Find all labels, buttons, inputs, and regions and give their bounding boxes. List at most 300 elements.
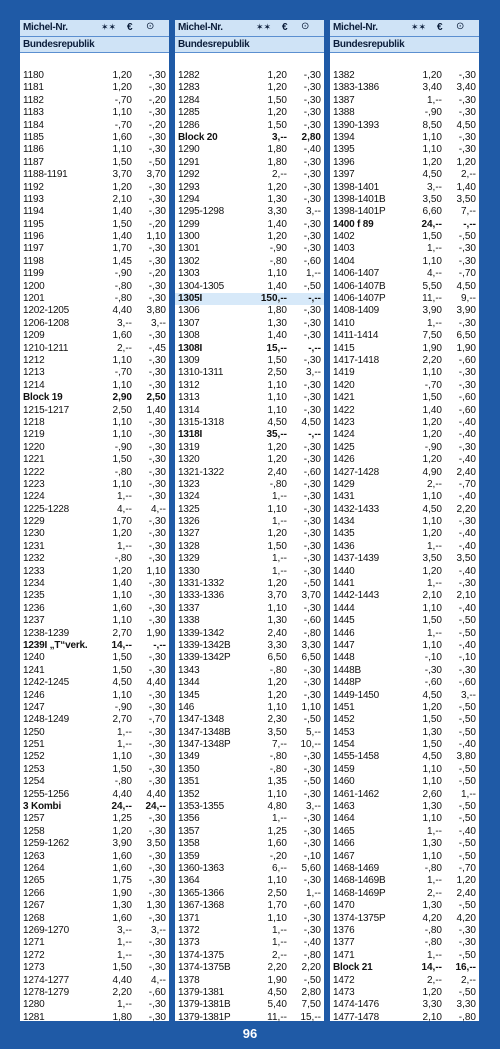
mint-price: 2,60: [422, 788, 442, 800]
catalog-row: [330, 975, 479, 987]
mint-price: 1,90: [267, 974, 287, 986]
catalog-row: [330, 107, 479, 119]
stamp-number: 1218: [23, 416, 45, 428]
stamp-number: 1406-1407B: [333, 280, 386, 292]
used-price: -,50: [303, 578, 321, 590]
stamp-number: 1304-1305: [178, 280, 225, 292]
mint-price: 1,35: [267, 776, 287, 788]
used-price: -,30: [148, 615, 166, 627]
catalog-row: [330, 169, 479, 181]
stamp-number: 1315-1318: [178, 416, 225, 428]
catalog-row: [330, 851, 479, 863]
mint-stars-icon: ✶✶: [101, 22, 117, 32]
stamp-number: 1394: [333, 131, 355, 143]
used-price: -,50: [148, 156, 166, 168]
used-price: -,50: [303, 974, 321, 986]
mint-price: -,80: [424, 937, 442, 949]
used-price: -,30: [148, 367, 166, 379]
mint-price: 1,--: [427, 825, 442, 837]
used-price: 1,--: [306, 887, 321, 899]
used-price: -,30: [458, 94, 476, 106]
stamp-number: 1398-1401: [333, 181, 380, 193]
stamp-number: 1331-1332: [178, 578, 225, 590]
stamp-number: 1225-1228: [23, 503, 70, 515]
mint-price: 1,50: [422, 714, 442, 726]
catalog-row: [330, 590, 479, 602]
stamp-number: 1339-1342P: [178, 652, 231, 664]
used-price: 2,80: [301, 986, 321, 998]
stamp-number: 1423: [333, 416, 355, 428]
catalog-row: [20, 838, 169, 850]
mint-price: -,80: [114, 553, 132, 565]
used-price: 3,--: [151, 924, 166, 936]
mint-price: 1,30: [112, 900, 132, 912]
catalog-row: [20, 243, 169, 255]
used-price: 1,90: [146, 627, 166, 639]
mint-price: 2,20: [112, 986, 132, 998]
used-price: -,30: [148, 330, 166, 342]
mint-price: 3,--: [117, 924, 132, 936]
mint-price: 1,75: [112, 875, 132, 887]
used-price: -,80: [458, 1011, 476, 1023]
used-price: -,40: [458, 491, 476, 503]
stamp-number: 1406-1407P: [333, 293, 386, 305]
stamp-number: 1338: [178, 615, 200, 627]
mint-price: 2,40: [267, 627, 287, 639]
catalog-row: [330, 789, 479, 801]
stamp-number: 1419: [333, 367, 355, 379]
used-price: -,30: [148, 999, 166, 1011]
used-price: -,30: [303, 838, 321, 850]
mint-price: 2,--: [272, 169, 287, 181]
catalog-row: [175, 950, 324, 962]
catalog-row: [20, 528, 169, 540]
stamp-number: 1448P: [333, 677, 361, 689]
catalog-row: [20, 714, 169, 726]
used-price: 2,20: [456, 503, 476, 515]
stamp-number: 1199: [23, 268, 44, 280]
used-price: 3,40: [456, 82, 476, 94]
used-price: -,30: [303, 392, 321, 404]
stamp-number: 1356: [178, 813, 200, 825]
catalog-row: [20, 479, 169, 491]
mint-price: 1,40: [267, 280, 287, 292]
stamp-number: 1213: [23, 367, 45, 379]
stamp-number: 1357: [178, 825, 200, 837]
catalog-row: [175, 504, 324, 516]
used-price: -,30: [148, 454, 166, 466]
used-price: -,50: [458, 763, 476, 775]
stamp-number: 1282: [178, 70, 200, 81]
used-price: -,30: [458, 243, 476, 255]
mint-price: 1,20: [267, 231, 287, 243]
mint-price: 1,50: [112, 454, 132, 466]
stamp-number: 1406-1407: [333, 268, 380, 280]
mint-price: 1,10: [422, 255, 442, 267]
stamp-number: 1373: [178, 937, 200, 949]
stamp-number: 1343: [178, 664, 200, 676]
stamp-number: 1229: [23, 516, 45, 528]
used-price: 1,10: [146, 565, 166, 577]
mint-price: 1,10: [422, 639, 442, 651]
catalog-row: [20, 206, 169, 218]
stamp-number: 1379-1381B: [178, 999, 231, 1011]
mint-price: 1,20: [422, 454, 442, 466]
used-price: 15,--: [300, 1011, 321, 1023]
mint-price: 1,20: [267, 70, 287, 81]
used-price: 4,--: [151, 974, 166, 986]
stamp-number: 1388: [333, 107, 355, 119]
used-price: -,50: [458, 949, 476, 961]
stamp-number: 1448B: [333, 664, 361, 676]
stamp-number: 1291: [178, 156, 200, 168]
catalog-row: [330, 863, 479, 875]
catalog-row: [175, 714, 324, 726]
catalog-row: [175, 194, 324, 206]
used-price: 4,50: [456, 119, 476, 131]
catalog-row: [20, 429, 169, 441]
stamp-number: 1395: [333, 144, 355, 156]
stamp-number: 1377: [333, 937, 355, 949]
used-price: -,30: [148, 379, 166, 391]
stamp-number: 1310-1311: [178, 367, 224, 379]
stamp-number: 1390-1393: [333, 119, 380, 131]
mint-price: 4,40: [112, 305, 132, 317]
catalog-row: [330, 962, 479, 974]
mint-price: 1,30: [422, 900, 442, 912]
catalog-row: [175, 875, 324, 887]
stamp-number: 1271: [23, 937, 45, 949]
mint-price: 1,10: [112, 354, 132, 366]
catalog-row: [175, 851, 324, 863]
stamp-number: 1273: [23, 962, 45, 974]
mint-price: 1,50: [267, 94, 287, 106]
mint-price: 1,60: [112, 850, 132, 862]
stamp-number: 1312: [178, 379, 200, 391]
stamp-number: 1239I „T“verk.: [23, 639, 88, 651]
stamp-number: 1320: [178, 454, 200, 466]
stamp-number: 1294: [178, 193, 200, 205]
used-price: 3,--: [306, 206, 321, 218]
stamp-number: 1284: [178, 94, 200, 106]
used-price: -,50: [458, 714, 476, 726]
catalog-row: [330, 82, 479, 94]
used-price: -,40: [458, 416, 476, 428]
used-price: 3,90: [456, 305, 476, 317]
mint-price: 1,80: [267, 156, 287, 168]
mint-price: 5,40: [267, 999, 287, 1011]
stamp-number: 1293: [178, 181, 200, 193]
catalog-row: [175, 813, 324, 825]
stamp-number: 1308: [178, 330, 200, 342]
mint-price: 6,50: [267, 652, 287, 664]
stamp-number: 1367-1368: [178, 900, 225, 912]
stamp-number: 1473: [333, 986, 355, 998]
stamp-number: 1426: [333, 454, 355, 466]
used-price: -,30: [303, 82, 321, 94]
used-price: -,30: [148, 949, 166, 961]
mint-price: -,80: [269, 751, 287, 763]
mint-price: 1,90: [422, 342, 442, 354]
mint-price: -,80: [269, 763, 287, 775]
stamp-number: 1193: [23, 193, 44, 205]
catalog-row: [175, 826, 324, 838]
catalog-row: [175, 182, 324, 194]
stamp-number: 1410: [333, 317, 355, 329]
stamp-number: 1186: [23, 144, 44, 156]
mint-price: 2,70: [112, 714, 132, 726]
catalog-row: [330, 95, 479, 107]
mint-price: 1,10: [267, 379, 287, 391]
stamp-number: 1465: [333, 825, 355, 837]
mint-price: 1,50: [112, 218, 132, 230]
mint-price: -,10: [424, 652, 442, 664]
used-price: 2,--: [461, 169, 476, 181]
used-price: -,30: [148, 962, 166, 974]
column-title: Michel-Nr.: [178, 22, 223, 33]
catalog-row: [175, 479, 324, 491]
mint-price: 1,20: [267, 181, 287, 193]
stamp-number: 1374-1375P: [333, 912, 386, 924]
mint-price: 1,--: [117, 726, 132, 738]
mint-price: 1,--: [272, 565, 287, 577]
stamp-number: 1471: [333, 949, 355, 961]
stamp-number: 1442-1443: [333, 590, 380, 602]
stamp-number: 1404: [333, 255, 355, 267]
stamp-number: 1306: [178, 305, 200, 317]
stamp-number: 1431: [333, 491, 355, 503]
catalog-row: [175, 82, 324, 94]
mint-price: 35,--: [266, 429, 287, 441]
mint-price: 1,20: [267, 441, 287, 453]
stamp-number: 1448: [333, 652, 355, 664]
mint-price: 2,70: [112, 627, 132, 639]
stamp-number: 1185: [23, 131, 44, 143]
used-price: -,30: [303, 664, 321, 676]
catalog-row: [175, 665, 324, 677]
catalog-row: [330, 826, 479, 838]
mint-price: 1,10: [422, 813, 442, 825]
catalog-row: [20, 268, 169, 280]
catalog-row: [20, 962, 169, 974]
used-price: -,30: [148, 491, 166, 503]
stamp-number: 1464: [333, 813, 355, 825]
stamp-number: 1268: [23, 912, 45, 924]
mint-price: -,90: [424, 441, 442, 453]
catalog-row: [20, 95, 169, 107]
stamp-number: 1467: [333, 850, 355, 862]
catalog-row: [20, 355, 169, 367]
stamp-number: 1234: [23, 578, 45, 590]
used-price: 3,50: [146, 838, 166, 850]
mint-price: 1,--: [272, 937, 287, 949]
catalog-row: [330, 144, 479, 156]
mint-price: 1,--: [272, 924, 287, 936]
mint-price: 1,10: [112, 478, 132, 490]
catalog-row: [20, 454, 169, 466]
used-price: -,30: [303, 404, 321, 416]
catalog-row: [330, 801, 479, 813]
catalog-row: [175, 231, 324, 243]
used-price: -,30: [458, 664, 476, 676]
used-price: -,30: [148, 664, 166, 676]
mint-price: 8,50: [422, 119, 442, 131]
used-price: -,30: [303, 751, 321, 763]
used-price: 4,50: [301, 416, 321, 428]
stamp-number: 1300: [178, 231, 200, 243]
stamp-number: 1235: [23, 590, 45, 602]
catalog-row: [20, 194, 169, 206]
mint-price: 1,10: [267, 788, 287, 800]
mint-price: 1,10: [267, 404, 287, 416]
used-price: 3,70: [301, 590, 321, 602]
catalog-row: [330, 479, 479, 491]
mint-price: 1,20: [112, 565, 132, 577]
used-price: 1,40: [146, 404, 166, 416]
stamp-number: 1470: [333, 900, 355, 912]
used-price: 10,--: [300, 739, 321, 751]
mint-price: 1,10: [267, 912, 287, 924]
stamp-number: 1379-1381P: [178, 1011, 231, 1023]
mint-price: 1,20: [422, 528, 442, 540]
used-price: -,30: [148, 354, 166, 366]
mint-price: 1,60: [267, 838, 287, 850]
mint-price: 1,80: [267, 305, 287, 317]
catalog-row: [20, 392, 169, 404]
catalog-row: [330, 987, 479, 999]
used-price: 3,30: [456, 999, 476, 1011]
catalog-row: [330, 541, 479, 553]
stamp-number: 1194: [23, 206, 44, 218]
mint-price: 2,--: [427, 887, 442, 899]
stamp-number: 1238-1239: [23, 627, 70, 639]
stamp-number: 1463: [333, 801, 355, 813]
catalog-row: [20, 405, 169, 417]
used-price: -,30: [148, 478, 166, 490]
mint-price: 24,--: [421, 218, 442, 230]
stamp-list: [175, 70, 324, 1024]
mint-price: 1,--: [427, 243, 442, 255]
mint-price: 4,50: [422, 503, 442, 515]
used-price: -,30: [148, 107, 166, 119]
stamp-number: 1278-1279: [23, 986, 70, 998]
catalog-row: [175, 467, 324, 479]
mint-price: 1,--: [272, 491, 287, 503]
used-price: 2,80: [301, 131, 321, 143]
catalog-row: [175, 392, 324, 404]
stamp-number: 1449-1450: [333, 689, 380, 701]
mint-price: 3,90: [112, 838, 132, 850]
mint-price: 2,10: [422, 590, 442, 602]
used-price: -,60: [458, 354, 476, 366]
used-price: -,30: [148, 540, 166, 552]
stamp-number: 1220: [23, 441, 45, 453]
used-price: -,30: [458, 317, 476, 329]
stamp-number: 1318I: [178, 429, 203, 441]
stamp-number: 1429: [333, 478, 355, 490]
mint-price: -,90: [114, 441, 132, 453]
used-price: -,30: [148, 726, 166, 738]
mint-price: 1,--: [427, 94, 442, 106]
catalog-row: [330, 516, 479, 528]
stamp-number: 1474-1476: [333, 999, 380, 1011]
catalog-row: [330, 913, 479, 925]
catalog-row: [330, 776, 479, 788]
used-price: -,30: [303, 379, 321, 391]
stamp-number: 1415: [333, 342, 355, 354]
stamp-number: 1286: [178, 119, 200, 131]
catalog-row: [175, 157, 324, 169]
used-price: 3,--: [306, 801, 321, 813]
used-price: 5,--: [306, 726, 321, 738]
used-price: -,30: [458, 379, 476, 391]
used-price: -,30: [303, 565, 321, 577]
stamp-number: 1202-1205: [23, 305, 70, 317]
stamp-number: 1451: [333, 701, 355, 713]
used-price: 16,--: [455, 962, 476, 974]
used-price: -,30: [148, 652, 166, 664]
used-price: -,70: [458, 268, 476, 280]
catalog-row: [175, 677, 324, 689]
used-price: 1,10: [301, 701, 321, 713]
mint-price: 1,20: [422, 565, 442, 577]
used-price: -,30: [148, 516, 166, 528]
stamp-number: 1257: [23, 813, 45, 825]
column-header: [20, 20, 169, 37]
stamp-number: 1247: [23, 701, 45, 713]
mint-price: 1,30: [267, 317, 287, 329]
catalog-row: [20, 690, 169, 702]
used-price: -,50: [458, 726, 476, 738]
mint-price: -,80: [269, 255, 287, 267]
catalog-row: [175, 169, 324, 181]
mint-price: 2,--: [427, 974, 442, 986]
stamp-number: 1325: [178, 503, 200, 515]
stamp-number: 1258: [23, 825, 45, 837]
catalog-row: [20, 851, 169, 863]
mint-price: -,70: [114, 367, 132, 379]
catalog-column-2: [175, 20, 324, 1021]
catalog-row: [20, 578, 169, 590]
catalog-row: [330, 417, 479, 429]
mint-price: 1,--: [272, 516, 287, 528]
mint-price: 2,10: [112, 193, 132, 205]
used-price: -,30: [148, 602, 166, 614]
used-price: -,30: [148, 528, 166, 540]
used-price: 1,90: [456, 342, 476, 354]
mint-price: 1,80: [112, 1011, 132, 1023]
catalog-row: [175, 603, 324, 615]
catalog-row: [330, 528, 479, 540]
used-price: -,30: [148, 131, 166, 143]
mint-price: 15,--: [266, 342, 287, 354]
used-price: 9,--: [461, 293, 476, 305]
catalog-row: [20, 120, 169, 132]
catalog-row: [175, 380, 324, 392]
catalog-row: [175, 70, 324, 82]
mint-price: 4,20: [422, 912, 442, 924]
stamp-number: 1323: [178, 478, 200, 490]
catalog-row: [20, 231, 169, 243]
used-price: -,30: [303, 503, 321, 515]
used-price: -,30: [148, 466, 166, 478]
catalog-row: [175, 888, 324, 900]
used-price: 1,--: [306, 268, 321, 280]
catalog-row: [330, 268, 479, 280]
catalog-row: [20, 107, 169, 119]
stamp-number: 1337: [178, 602, 200, 614]
stamp-number: 1434: [333, 516, 355, 528]
